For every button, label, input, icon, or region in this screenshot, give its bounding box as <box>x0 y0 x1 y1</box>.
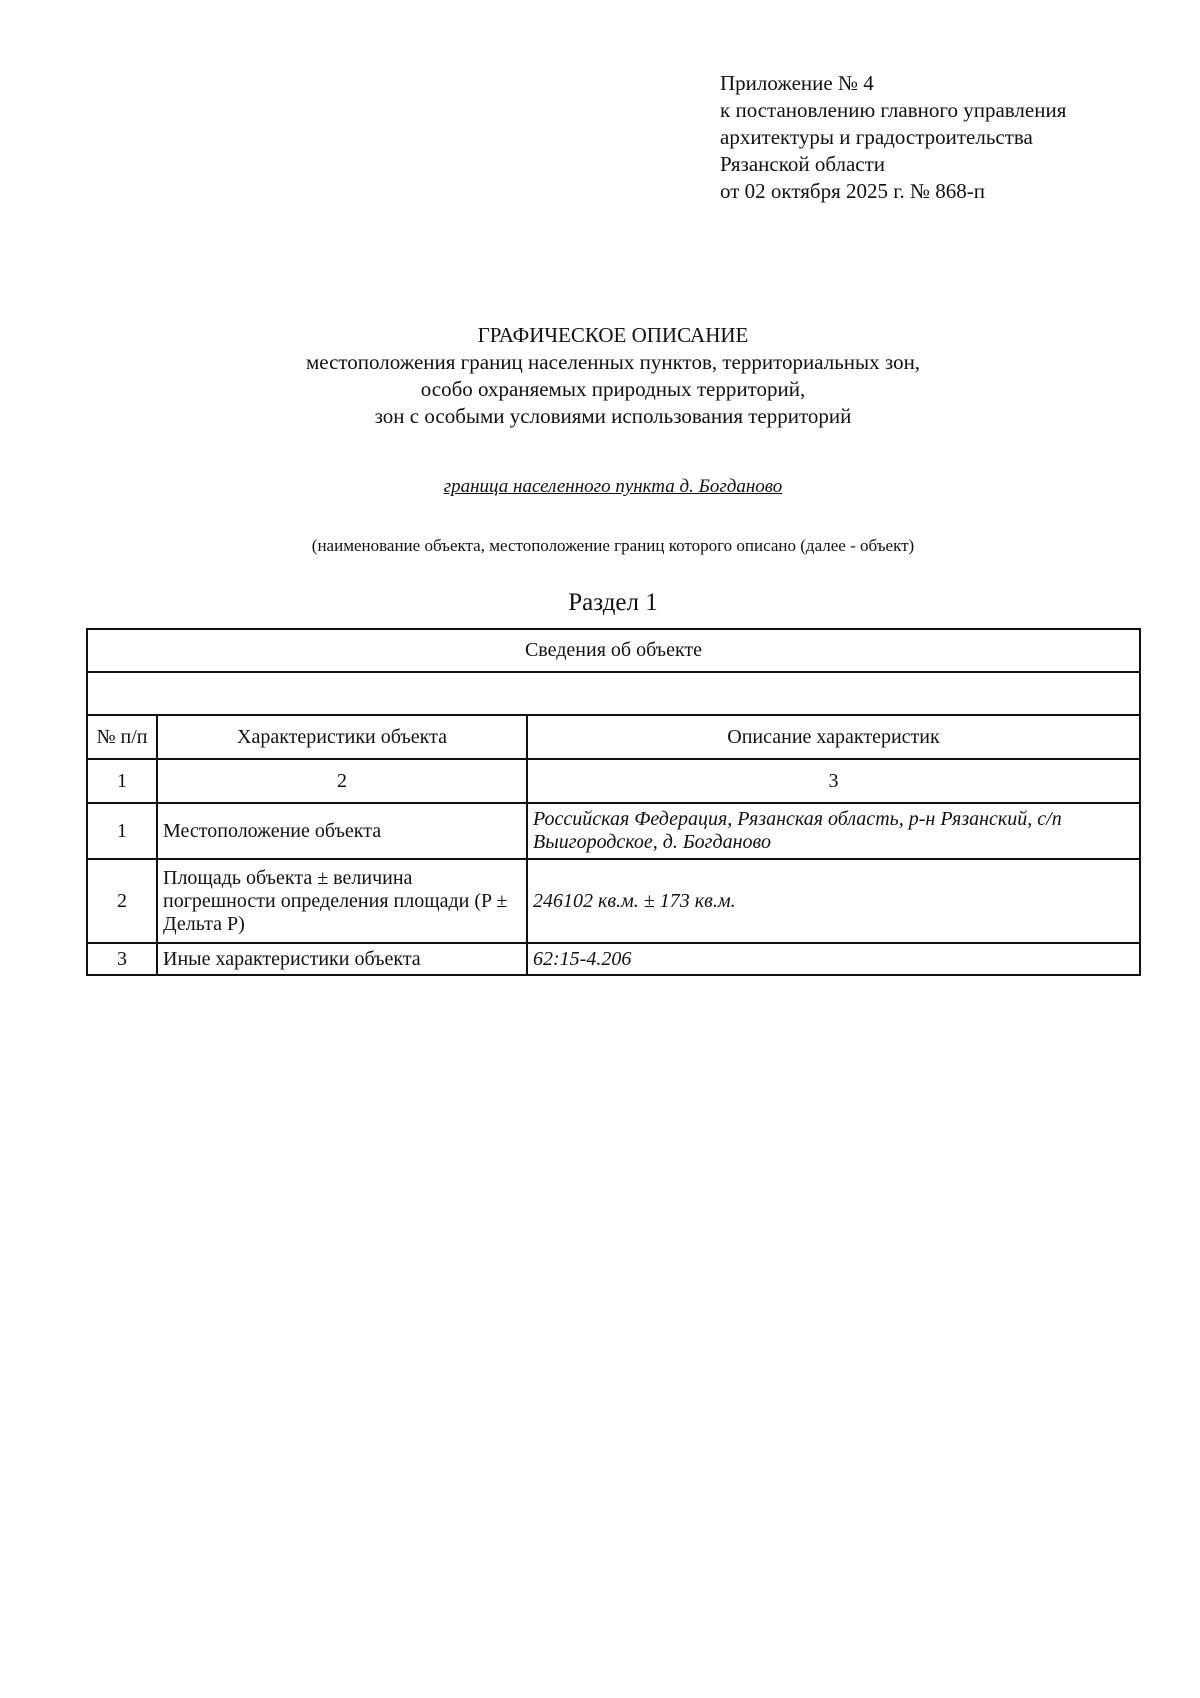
section-title: Раздел 1 <box>568 589 658 616</box>
row-number: 2 <box>87 859 157 943</box>
table-empty-row <box>87 672 1140 715</box>
object-name: граница населенного пункта д. Богданово <box>443 476 783 497</box>
annex-authority: архитектуры и градостроительства <box>720 125 1033 149</box>
row-characteristic: Площадь объекта ± величина погрешности определения площади (P ± Дельта P) <box>157 859 527 943</box>
row-number: 1 <box>87 803 157 859</box>
title-main: ГРАФИЧЕСКОЕ ОПИСАНИЕ <box>477 323 749 347</box>
annex-date: от 02 октября 2025 г. № 868-п <box>720 179 985 203</box>
column-number: 2 <box>157 759 527 803</box>
title-line-2: местоположения границ населенных пунктов, территориальных зон, <box>305 350 921 374</box>
row-characteristic: Иные характеристики объекта <box>157 943 527 975</box>
annex-block <box>720 70 1066 205</box>
annex-number: Приложение № 4 <box>720 71 874 95</box>
empty-cell <box>87 672 1140 715</box>
row-description: 246102 кв.м. ± 173 кв.м. <box>527 859 1140 943</box>
column-header-row <box>87 715 1140 759</box>
row-number: 3 <box>87 943 157 975</box>
column-header-description: Описание характеристик <box>527 715 1140 759</box>
table-row <box>87 803 1140 859</box>
annex-reference: к постановлению главного управления <box>720 98 1067 122</box>
document-title <box>86 322 1140 430</box>
object-caption: (наименование объекта, местоположение границ которого описано (далее - объект) <box>311 536 915 555</box>
column-number-row <box>87 759 1140 803</box>
object-info-table <box>86 628 1141 976</box>
column-number: 1 <box>87 759 157 803</box>
row-description: 62:15-4.206 <box>527 943 1140 975</box>
table-header: Сведения об объекте <box>87 629 1140 672</box>
table-row <box>87 859 1140 943</box>
column-number: 3 <box>527 759 1140 803</box>
row-characteristic: Местоположение объекта <box>157 803 527 859</box>
table-header-row <box>87 629 1140 672</box>
annex-region: Рязанской области <box>720 152 886 176</box>
title-line-3: особо охраняемых природных территорий, <box>420 377 806 401</box>
column-header-num: № п/п <box>87 715 157 759</box>
column-header-characteristic: Характеристики объекта <box>157 715 527 759</box>
row-description: Российская Федерация, Рязанская область, р-н Рязанский, с/п Выигородское, д. Богданово <box>527 803 1140 859</box>
title-line-4: зон с особыми условиями использования территорий <box>374 404 852 428</box>
table-row <box>87 943 1140 975</box>
